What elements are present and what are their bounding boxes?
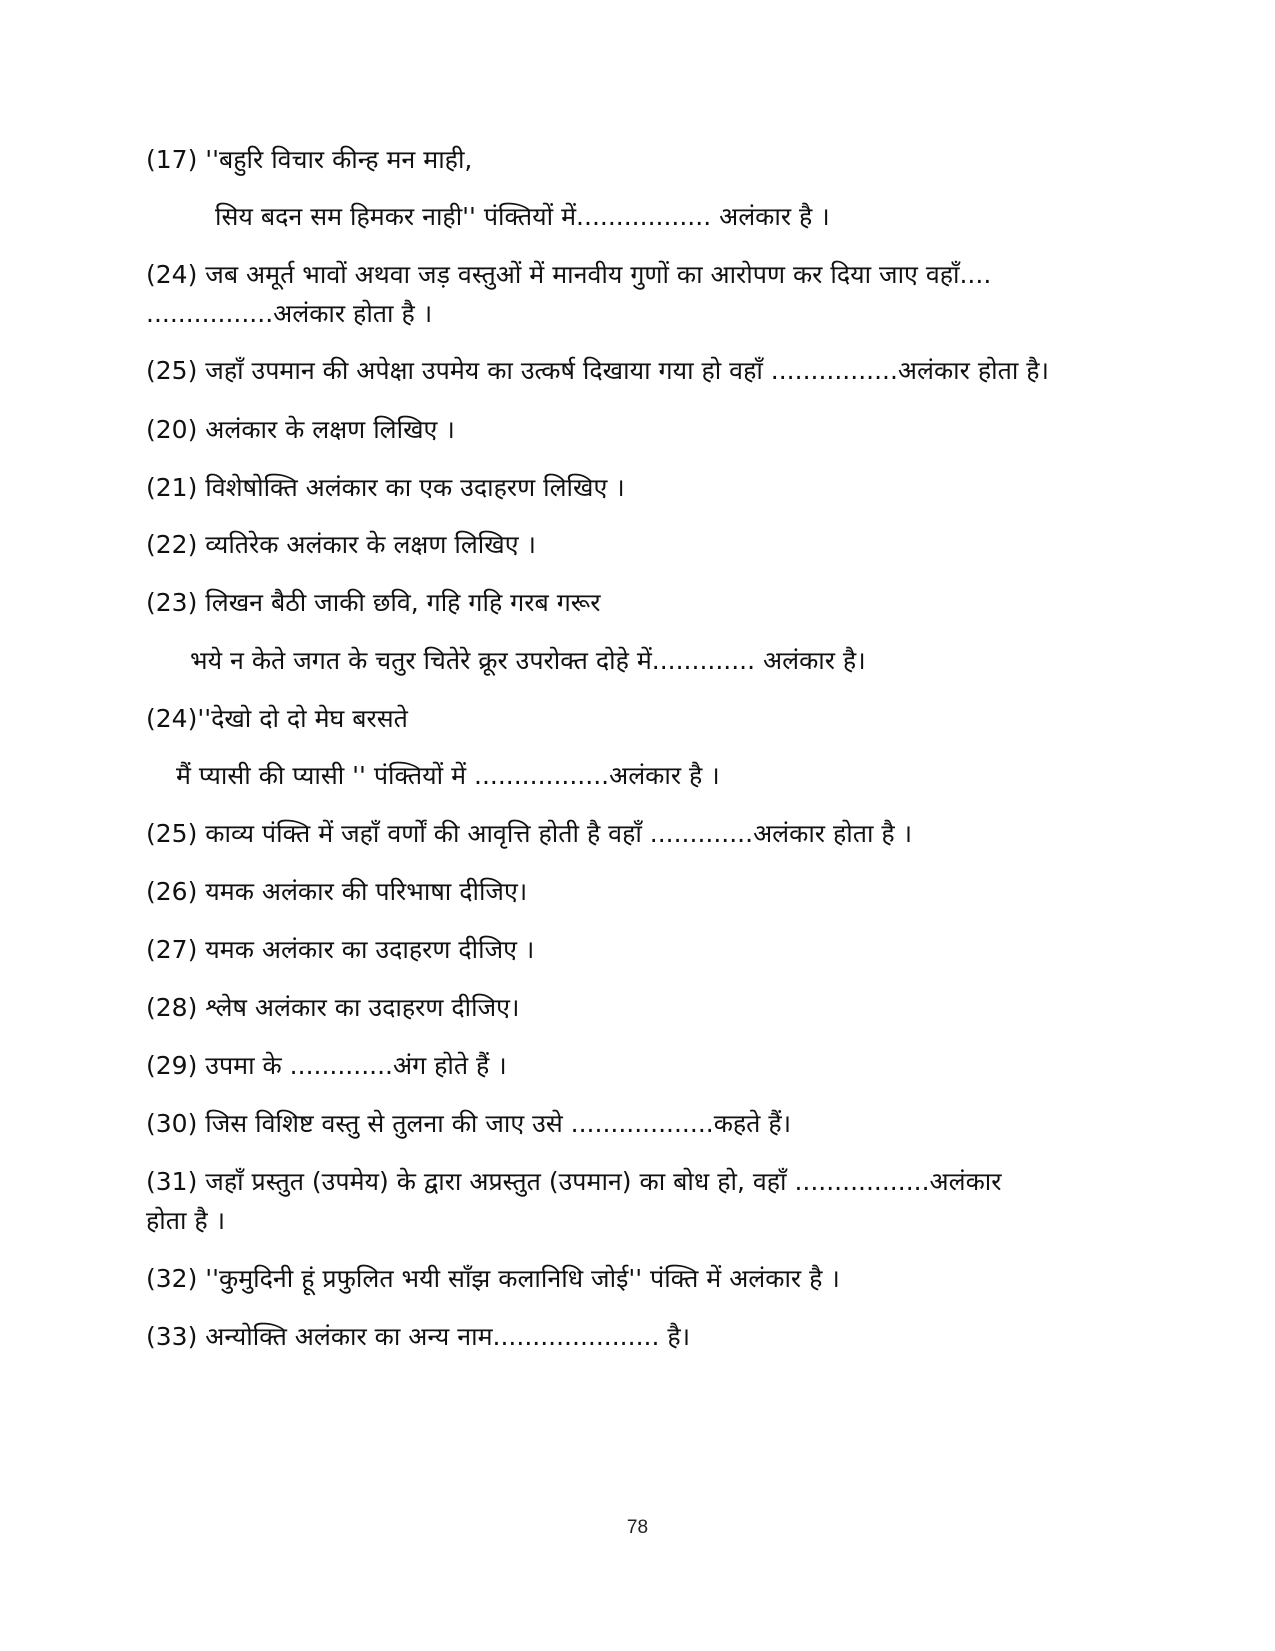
question-33-line-1: (33) अन्योक्ति अलंकार का अन्य नाम..................... है।	[146, 1322, 691, 1351]
question-32-line-1: (32) ''कुमुदिनी हूं प्रफुलित भयी साँझ कलानिधि जोई'' पंक्ति में अलंकार है ।	[146, 1264, 840, 1293]
question-23-line-1: (23) लिखन बैठी जाकी छवि, गहि गहि गरब गरूर	[146, 588, 601, 617]
question-26-line-1: (26) यमक अलंकार की परिभाषा दीजिए।	[146, 877, 528, 906]
question-23-line-2: भये न केते जगत के चतुर चितेरे क्रूर उपरोक्त दोहे में............. अलंकार है।	[190, 646, 866, 675]
question-24b-line-1: (24)''देखो दो दो मेघ बरसते	[146, 704, 408, 733]
question-21-line-1: (21) विशेषोक्ति अलंकार का एक उदाहरण लिखिए ।	[146, 473, 625, 502]
question-25b-line-1: (25) काव्य पंक्ति में जहाँ वर्णों की आवृत्ति होती है वहाँ .............अलंकार होता है ।	[146, 819, 913, 848]
question-31-line-2: होता है ।	[146, 1206, 226, 1235]
question-20-line-1: (20) अलंकार के लक्षण लिखिए ।	[146, 415, 455, 444]
question-30-line-1: (30) जिस विशिष्ट वस्तु से तुलना की जाए उसे ..................कहते हैं।	[146, 1109, 792, 1138]
question-27-line-1: (27) यमक अलंकार का उदाहरण दीजिए ।	[146, 935, 535, 964]
question-17-line-1: (17) ''बहुरि विचार कीन्ह मन माही,	[146, 145, 473, 174]
page-number: 78	[626, 1517, 649, 1538]
question-24b-line-2: मैं प्यासी की प्यासी '' पंक्तियों में .................अलंकार है ।	[176, 761, 720, 790]
question-17-line-2: सिय बदन सम हिमकर नाही'' पंक्तियों में................. अलंकार है ।	[215, 202, 830, 231]
question-25a-line-1: (25) जहाँ उपमान की अपेक्षा उपमेय का उत्कर्ष दिखाया गया हो वहाँ ................अलंकार होता है।	[146, 356, 1049, 385]
question-22-line-1: (22) व्यतिरेक अलंकार के लक्षण लिखिए ।	[146, 530, 536, 559]
question-31-line-1: (31) जहाँ प्रस्तुत (उपमेय) के द्वारा अप्रस्तुत (उपमान) का बोध हो, वहाँ .................अलंकार	[146, 1167, 1002, 1196]
question-24a-line-2: ................अलंकार होता है ।	[146, 299, 433, 328]
question-24a-line-1: (24) जब अमूर्त भावों अथवा जड़ वस्तुओं में मानवीय गुणों का आरोपण कर दिया जाए वहाँ....	[146, 260, 992, 289]
question-28-line-1: (28) श्लेष अलंकार का उदाहरण दीजिए।	[146, 993, 520, 1022]
question-29-line-1: (29) उपमा के .............अंग होते हैं ।	[146, 1051, 507, 1080]
